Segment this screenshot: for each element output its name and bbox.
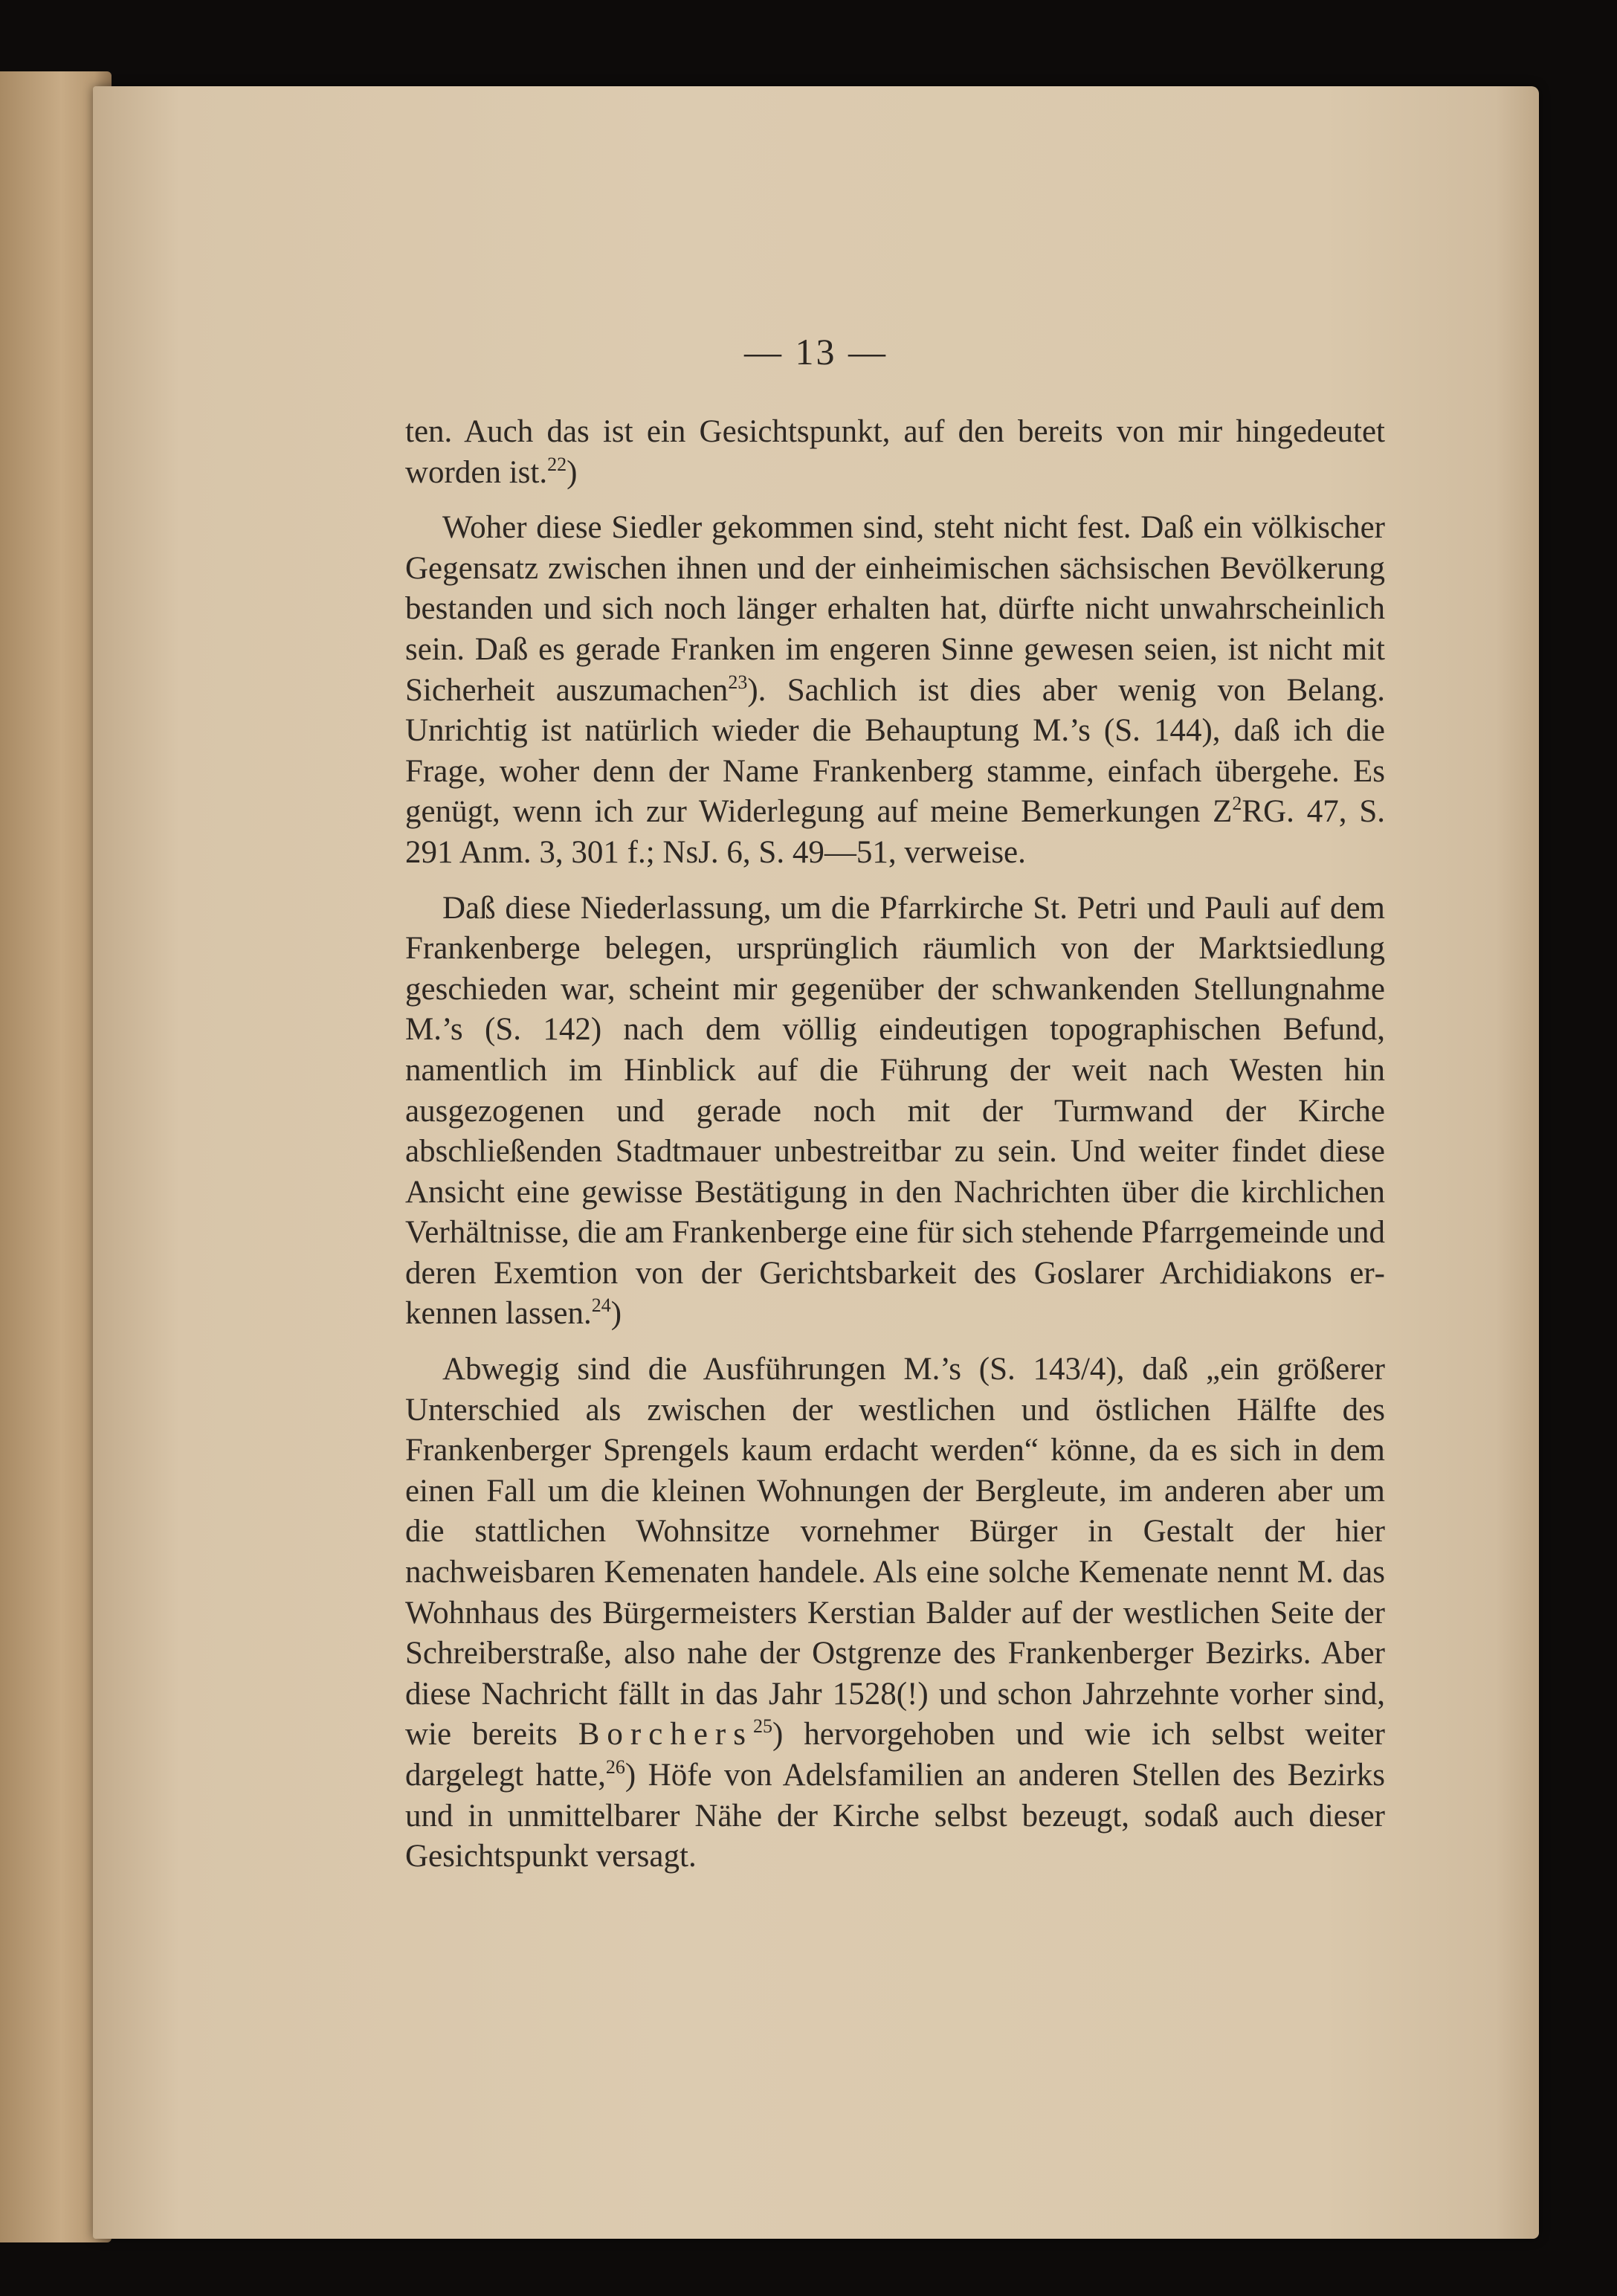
book-page bbox=[93, 86, 1539, 2239]
paragraph bbox=[405, 1349, 1385, 1877]
footnote-marker: 2 bbox=[1232, 793, 1242, 815]
page-number: — 13 — bbox=[744, 331, 888, 373]
body-text bbox=[405, 412, 1385, 1877]
paragraph bbox=[405, 412, 1385, 493]
text-segment: ) bbox=[567, 454, 578, 490]
paragraph bbox=[405, 508, 1385, 873]
text-segment: Daß diese Niederlassung, um die Pfarrkirche St. Petri und Pauli auf dem Frankenberge belegen, ursprünglich räumlich von der Marktsiedlung geschieden war, scheint mir gegenüber der schwankenden Stellungnahme M.’s (S. 142) nach dem völlig eindeutigen topographischen Befund, namentlich im Hinblick auf die Führung der weit nach Westen hin ausgezogenen und gerade noch mit der Turmwand der Kirche abschließenden Stadtmauer unbestreitbar zu sein. Und weiter findet diese Ansicht eine gewisse Bestätigung in den Nachrichten über die kirchlichen Verhältnisse, die am Frankenberge eine für sich stehende Pfarrgemeinde und deren Exemtion von der Gerichtsbarkeit des Goslarer Archidiakons erkennen lassen. bbox=[405, 890, 1385, 1332]
footnote-marker: 24 bbox=[591, 1294, 611, 1317]
footnote-marker: 22 bbox=[547, 453, 567, 475]
author-name: Borchers bbox=[578, 1717, 753, 1752]
footnote-marker: 26 bbox=[605, 1756, 625, 1778]
text-segment: ) Höfe von Adelsfamilien an anderen Stellen des Bezirks und in unmittelbarer Nähe der Kirche selbst bezeugt, sodaß auch dieser Gesichtspunkt versagt. bbox=[405, 1758, 1385, 1874]
footnote-marker: 25 bbox=[752, 1715, 772, 1738]
text-segment: Woher diese Siedler gekommen sind, steht nicht fest. Daß ein völkischer Gegensatz zwischen ihnen und der einheimischen sächsischen Bevölkerung bestanden und sich noch länger erhalten hat, dürfte nicht unwahrscheinlich sein. Daß es gerade Franken im engeren Sinne gewesen seien, ist nicht mit Sicherheit auszumachen bbox=[405, 510, 1385, 708]
text-segment: RG. 47, S. 291 Anm. 3, 301 f.; NsJ. 6, S. 49—51, verweise. bbox=[405, 794, 1385, 870]
footnote-marker: 23 bbox=[728, 671, 748, 693]
text-segment: ) bbox=[610, 1296, 622, 1332]
text-segment: ten. Auch das ist ein Gesichtspunkt, auf den bereits von mir hingedeutet worden ist. bbox=[405, 414, 1385, 490]
paragraph bbox=[405, 889, 1385, 1335]
text-segment: Abwegig sind die Ausführungen M.’s (S. 143/4), daß „ein größerer Unterschied als zwischen der westlichen und östlichen Hälfte des Frankenberger Sprengels kaum erdacht werden“ könne, da es sich in dem einen Fall um die kleinen Wohnungen der Bergleute, im anderen aber um die stattlichen Wohnsitze vornehmer Bürger in Gestalt der hier nachweisbaren Kemenaten handele. Als eine solche Kemenate nennt M. das Wohnhaus des Bürgermeisters Kerstian Balder auf der westlichen Seite der Schreiberstraße, also nahe der Ostgrenze des Frankenberger Bezirks. Aber diese Nachricht fällt in das Jahr 1528(!) und schon Jahrzehnte vorher sind, wie bereits bbox=[405, 1352, 1385, 1752]
text-segment: ) hervorgehoben und wie ich selbst weiter dargelegt hatte, bbox=[405, 1717, 1385, 1793]
text-segment: ). Sachlich ist dies aber wenig von Belang. Unrichtig ist natürlich wieder die Behauptung M.’s (S. 144), daß ich die Frage, woher denn der Name Frankenberg stamme, einfach übergehe. Es genügt, wenn ich zur Widerlegung auf meine Bemerkungen Z bbox=[405, 672, 1385, 830]
